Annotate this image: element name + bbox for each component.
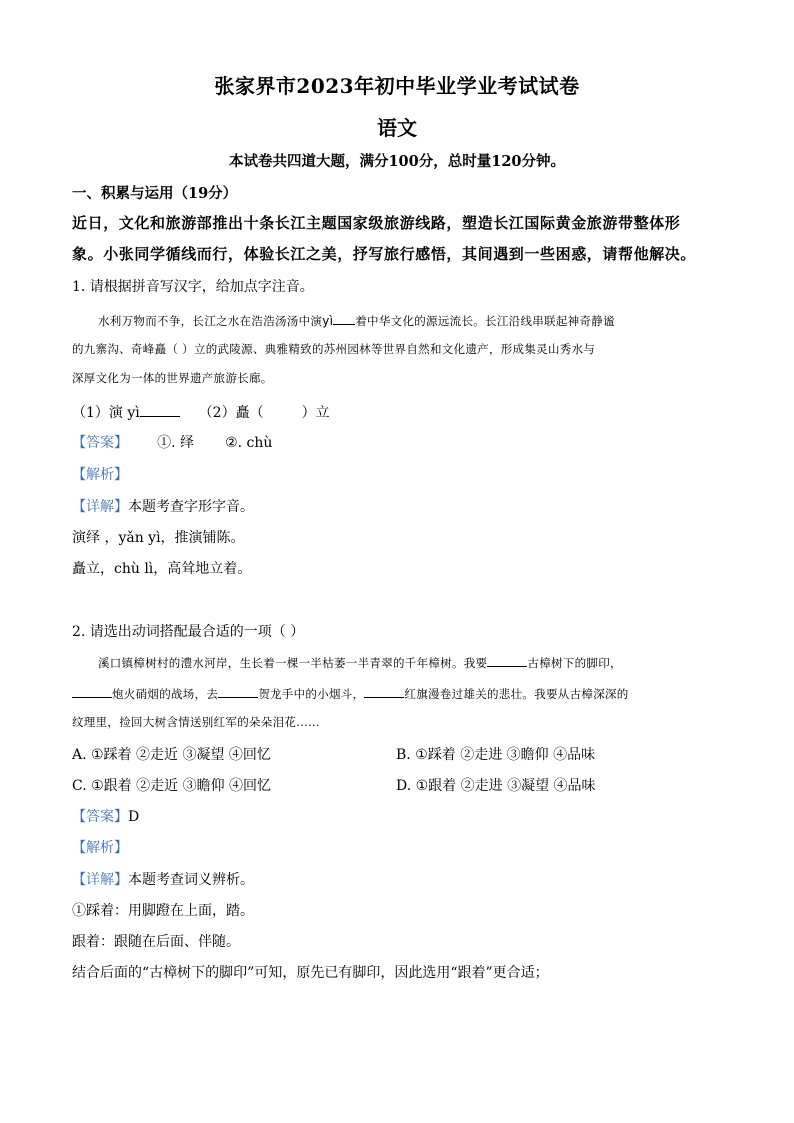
question-2-stem: 2. 请选出动词搭配最合适的一项（ ） [72,624,305,640]
section-intro-line1: 近日，文化和旅游部推出十条长江主题国家级旅游线路，塑造长江国际黄金旅游带整体形 [72,214,681,232]
q1-passage-line1-b: 着中华文化的源远流长。长江沿线串联起神奇静谧 [355,314,615,328]
q1-passage-line1-a: 水利万物而不争，长江之水在浩浩汤汤中演 [98,314,323,328]
q2-explain-line-a: ①踩着：用脚蹬在上面，踏。 [72,903,254,919]
q2-detail [72,869,254,889]
exam-info: 本试卷共四道大题，满分100分，总时量120分钟。 [228,153,566,170]
q1-passage-blank [333,312,355,325]
q1-explain-line-a: 演绎 ，yǎn yì，推演铺陈。 [72,530,245,546]
q2-blank-4 [364,685,404,698]
q1-sub-2-end: ）立 [301,405,330,421]
q1-subquestions [72,402,330,422]
q1-passage-pinyin: yì [322,314,334,328]
q1-answer-row [72,432,272,452]
q2-passage-line2-a: 炮火硝烟的战场，去 [112,687,219,701]
q1-detail-text: 本题考查字形字音。 [128,499,254,515]
q1-passage-line2: 的九寨沟、奇峰矗（ ）立的武陵源、典雅精致的苏州园林等世界自然和文化遗产，形成集灵山秀水与 [72,342,596,356]
q2-passage-line2-b: 贺龙手中的小烟斗， [258,687,365,701]
q1-detail-tag: 【详解】 [72,499,128,515]
q2-detail-text: 本题考查词义辨析。 [128,872,254,888]
q1-answer-2: ②. chù [225,435,273,451]
q1-answer-tag: 【答案】 [72,435,128,451]
q2-answer-tag: 【答案】 [72,809,128,825]
q1-answer-1: ①. 绎 [157,435,194,451]
q2-passage-line1 [98,654,622,671]
q1-detail [72,496,254,516]
section-heading: 一、积累与运用（19分） [72,185,238,202]
q2-blank-3 [218,685,258,698]
q1-passage-line1 [98,312,615,329]
q2-passage-line3: 纹理里，捡回大树含情送别红军的朵朵泪花…… [72,715,320,729]
q2-passage-line2 [72,685,629,702]
q1-sub-2: （2）矗（ [198,405,264,421]
subject-title: 语文 [377,116,417,140]
q1-sub-1: （1）演 yì [72,405,140,421]
q1-explain-line-b: 矗立，chù lì，高耸地立着。 [72,561,252,577]
q2-explain-line-b: 跟着：跟随在后面、伴随。 [72,934,240,950]
q2-explain-line-c: 结合后面的“古樟树下的脚印”可知，原先已有脚印，因此选用“跟着”更合适； [72,965,549,981]
q2-detail-tag: 【详解】 [72,872,128,888]
q2-option-d: D. ①跟着 ②走进 ③凝望 ④品味 [396,778,596,794]
q2-passage-line1-a: 溪口镇樟树村的澧水河岸，生长着一棵一半枯萎一半青翠的千年樟树。我要 [98,656,488,670]
q2-analysis-tag: 【解析】 [72,840,128,856]
q1-analysis-tag: 【解析】 [72,467,128,483]
q2-option-c: C. ①跟着 ②走近 ③瞻仰 ④回忆 [72,778,272,794]
q2-blank-2 [72,685,112,698]
question-1-stem: 1. 请根据拼音写汉字，给加点字注音。 [72,279,314,295]
exam-title: 张家界市2023年初中毕业学业考试试卷 [214,74,580,98]
section-intro-line2: 象。小张同学循线而行，体验长江之美，抒写旅行感悟，其间遇到一些困惑，请帮他解决。 [72,245,697,263]
q2-passage-line2-c: 红旗漫卷过雄关的悲壮。我要从古樟深深的 [404,687,629,701]
q2-option-a: A. ①踩着 ②走近 ③凝望 ④回忆 [72,747,271,763]
q2-passage-line1-b: 古樟树下的脚印， [527,656,622,670]
q1-sub-1-blank [140,404,180,417]
q2-answer-row [72,806,139,826]
q2-answer: D [128,809,140,825]
q2-blank-1 [487,654,527,667]
q1-passage-line3: 深厚文化为一体的世界遗产旅游长廊。 [72,371,273,385]
q2-option-b: B. ①踩着 ②走进 ③瞻仰 ④品味 [396,747,596,763]
